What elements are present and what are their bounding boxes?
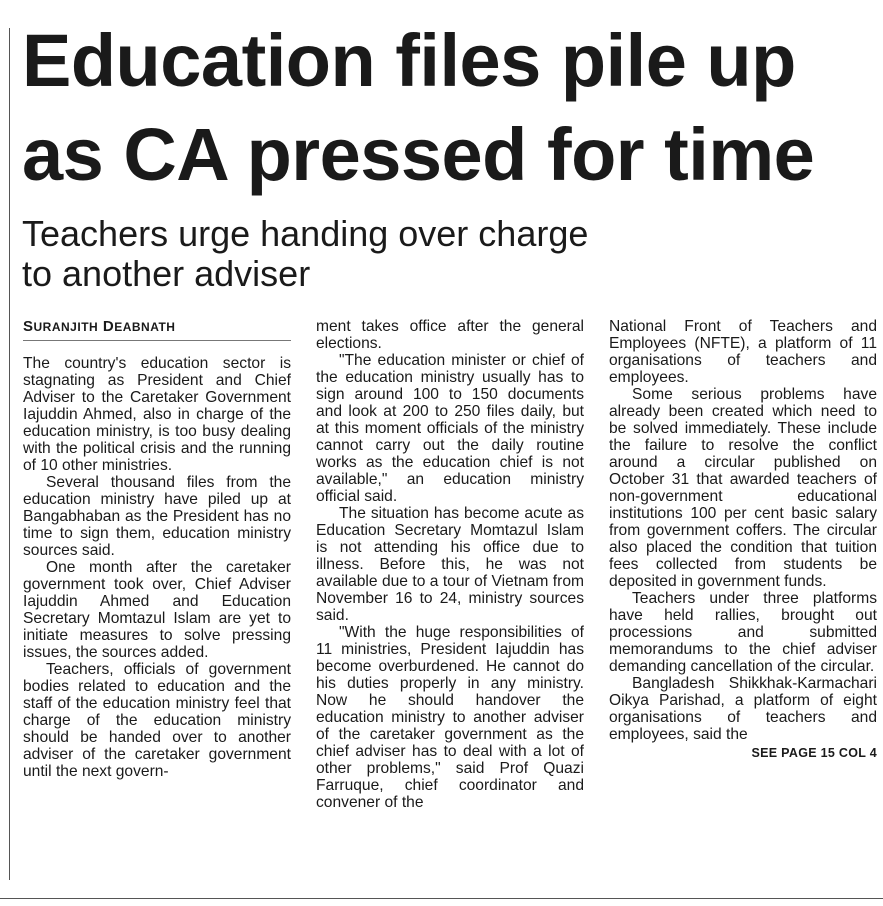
subheadline-line-2: to another adviser xyxy=(22,253,311,294)
paragraph: Teachers under three platforms have held rallies, brought out processions and submitted memorandums to the chief adviser demanding cancellation of the circular. xyxy=(609,590,877,675)
article-column-1 xyxy=(23,318,291,780)
paragraph: The situation has become acute as Education Secretary Momtazul Islam is not attending his office due to illness. Before this, he was not available due to a tour of Vietnam from November 16 to 24, ministry sources said. xyxy=(316,505,584,624)
bottom-rule xyxy=(0,898,883,899)
paragraph: Some serious problems have already been created which need to be solved immediately. These include the failure to resolve the conflict around a circular published on October 31 that awarded teachers of non-government educational institutions 100 per cent basic salary from government coffers. The circular also placed the condition that tuition fees collected from students be deposited in government funds. xyxy=(609,386,877,590)
byline: SURANJITH DEABNATH xyxy=(23,318,176,335)
left-column-rule xyxy=(9,28,10,880)
headline-line-1: Education files pile up xyxy=(22,19,796,102)
article-column-2 xyxy=(316,318,584,811)
headline-line-2: as CA pressed for time xyxy=(22,113,815,196)
paragraph: "With the huge responsibilities of 11 ministries, President Iajuddin has become overburdened. He cannot do his duties properly in any ministry. Now he should handover the education ministry to another adviser of the caretaker government as the chief adviser has to deal with a lot of other problems," said Prof Quazi Farruque, chief coordinator and convener of the xyxy=(316,624,584,811)
byline-rule xyxy=(23,340,291,341)
paragraph: ment takes office after the general elections. xyxy=(316,318,584,352)
paragraph: "The education minister or chief of the education ministry usually has to sign around 100 to 150 documents and look at 200 to 250 files daily, but at this moment officials of the ministry cannot carry out the daily routine works as the education chief is not available," an education ministry official said. xyxy=(316,352,584,505)
continued-on-page-link[interactable]: SEE PAGE 15 COL 4 xyxy=(751,746,877,760)
paragraph: National Front of Teachers and Employees (NFTE), a platform of 11 organisations of teachers and employees. xyxy=(609,318,877,386)
headline xyxy=(22,14,882,202)
paragraph: One month after the caretaker government took over, Chief Adviser Iajuddin Ahmed and Education Secretary Momtazul Islam are yet to initiate measures to solve pressing issues, the sources added. xyxy=(23,559,291,661)
subheadline-line-1: Teachers urge handing over charge xyxy=(22,213,589,254)
article-column-3 xyxy=(609,318,877,762)
paragraph: The country's education sector is stagnating as President and Chief Adviser to the Caretaker Government Iajuddin Ahmed, also in charge of the education ministry, is too busy dealing with the political crisis and the running of 10 other ministries. xyxy=(23,355,291,474)
paragraph: Several thousand files from the education ministry have piled up at Bangabhaban as the President has no time to sign them, education ministry sources said. xyxy=(23,474,291,559)
paragraph: Teachers, officials of government bodies related to education and the staff of the education ministry feel that charge of the education ministry should be handed over to another adviser of the caretaker government until the next govern- xyxy=(23,661,291,780)
paragraph: Bangladesh Shikkhak-Karmachari Oikya Parishad, a platform of eight organisations of teachers and employees, said the xyxy=(609,675,877,743)
subheadline xyxy=(22,214,882,294)
